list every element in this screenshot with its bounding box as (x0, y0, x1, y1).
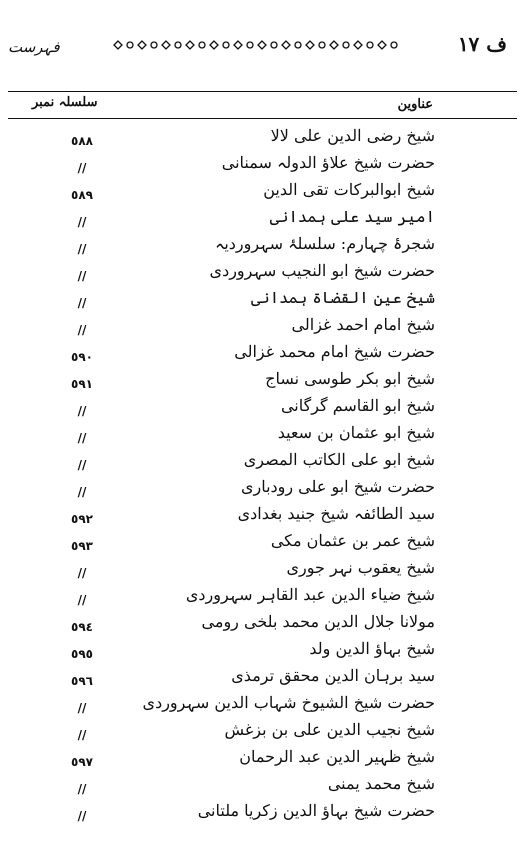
entry-title: حضرت شیخ ابو النجیب سہروردی (209, 261, 435, 280)
entry-number: // (77, 161, 87, 175)
entry-title: شیخ امام احمد غزالی (291, 315, 435, 334)
entry-number: // (77, 296, 87, 310)
entry-number: ٥٩٢ (71, 512, 93, 526)
entry-title: شیخ ابو بکر طوسی نساج (265, 369, 435, 388)
header-rule (8, 118, 517, 119)
list-item (0, 475, 525, 502)
entry-title: سید الطائفہ شیخ جنید بغدادی (237, 504, 435, 523)
list-item (0, 340, 525, 367)
list-item (0, 421, 525, 448)
list-item (0, 799, 525, 826)
top-rule (8, 91, 517, 92)
entry-number: ٥٨٨ (71, 134, 93, 148)
entry-number: // (77, 782, 87, 796)
entry-number: ٥٩٤ (71, 620, 93, 634)
entry-title: شیخ ابوالبرکات تقی الدین (263, 180, 435, 199)
column-header-number: سلسلہ نمبر (32, 95, 98, 110)
list-item (0, 232, 525, 259)
entry-number: // (77, 701, 87, 715)
entry-title: شیخ ضیاء الدین عبد القاہر سہروردی (185, 585, 435, 604)
list-item (0, 691, 525, 718)
list-item (0, 583, 525, 610)
entry-title: شیخ ابو علی الکاتب المصری (243, 450, 435, 469)
list-item (0, 394, 525, 421)
section-title: فہرست (8, 38, 60, 56)
entry-number: // (77, 431, 87, 445)
entry-number: // (77, 809, 87, 823)
entry-number: ٥٩٦ (71, 674, 93, 688)
entry-title: شجرۂ چہارم: سلسلۂ سہروردیہ (214, 234, 435, 253)
entry-number: ٥٩٥ (71, 647, 93, 661)
list-item (0, 178, 525, 205)
entry-number: // (77, 404, 87, 418)
list-item (0, 718, 525, 745)
entry-number: // (77, 485, 87, 499)
entry-number: // (77, 323, 87, 337)
entry-number: // (77, 215, 87, 229)
entry-number: // (77, 269, 87, 283)
entry-title: سید برہان الدین محقق ترمذی (231, 666, 435, 685)
column-header-titles: عناوین (397, 97, 433, 112)
entry-title: شیخ نجیب الدین علی بن بزغش (224, 720, 435, 739)
entry-number: ٥٩٣ (71, 539, 93, 553)
list-item (0, 124, 525, 151)
list-item (0, 772, 525, 799)
list-item (0, 502, 525, 529)
entry-title: شیخ رضی الدین علی لالا (270, 126, 435, 145)
entry-title: مولانا جلال الدین محمد بلخی رومی (201, 612, 435, 631)
ornament-divider (112, 37, 402, 53)
entry-title: حضرت شیخ ابو علی رودباری (240, 477, 435, 496)
entry-title: شیخ محمد یمنی (327, 774, 435, 793)
list-item (0, 286, 525, 313)
list-item (0, 664, 525, 691)
entry-title: حضرت شیخ امام محمد غزالی (234, 342, 435, 361)
list-item (0, 259, 525, 286)
page-number: ف ١٧ (457, 32, 507, 56)
list-item (0, 637, 525, 664)
entry-number: // (77, 566, 87, 580)
entry-number: ٥٩٠ (71, 350, 93, 364)
entry-number: ٥٩١ (71, 377, 93, 391)
entry-title: حضرت شیخ بہاؤ الدین زکریا ملتانی (197, 801, 435, 820)
entry-title: شیخ یعقوب نہر جوری (286, 558, 435, 577)
entry-title: امیر سید علی ہمدانی (269, 207, 435, 226)
entry-number: // (77, 593, 87, 607)
entry-number: // (77, 458, 87, 472)
list-item (0, 610, 525, 637)
entry-number: // (77, 242, 87, 256)
list-item (0, 151, 525, 178)
entry-title: شیخ عمر بن عثمان مکی (270, 531, 435, 550)
entry-title: حضرت شیخ علاؤ الدولہ سمنانی (221, 153, 435, 172)
entry-number: // (77, 728, 87, 742)
list-item (0, 745, 525, 772)
entry-number: ٥٩٧ (71, 755, 93, 769)
list-item (0, 529, 525, 556)
entry-number: ٥٨٩ (71, 188, 93, 202)
entry-title: شیخ ظہیر الدین عبد الرحمان (239, 747, 435, 766)
entry-title: شیخ ابو عثمان بن سعید (277, 423, 435, 442)
entry-title: شیخ بہاؤ الدین ولد (309, 639, 435, 658)
list-item (0, 205, 525, 232)
entry-title: حضرت شیخ الشیوخ شہاب الدین سہروردی (142, 693, 435, 712)
list-item (0, 448, 525, 475)
list-item (0, 556, 525, 583)
list-item (0, 313, 525, 340)
entry-title: شیخ ابو القاسم گرگانی (280, 396, 435, 415)
list-item (0, 367, 525, 394)
entry-title: شیخ عین القضاۃ ہمدانی (250, 288, 435, 307)
